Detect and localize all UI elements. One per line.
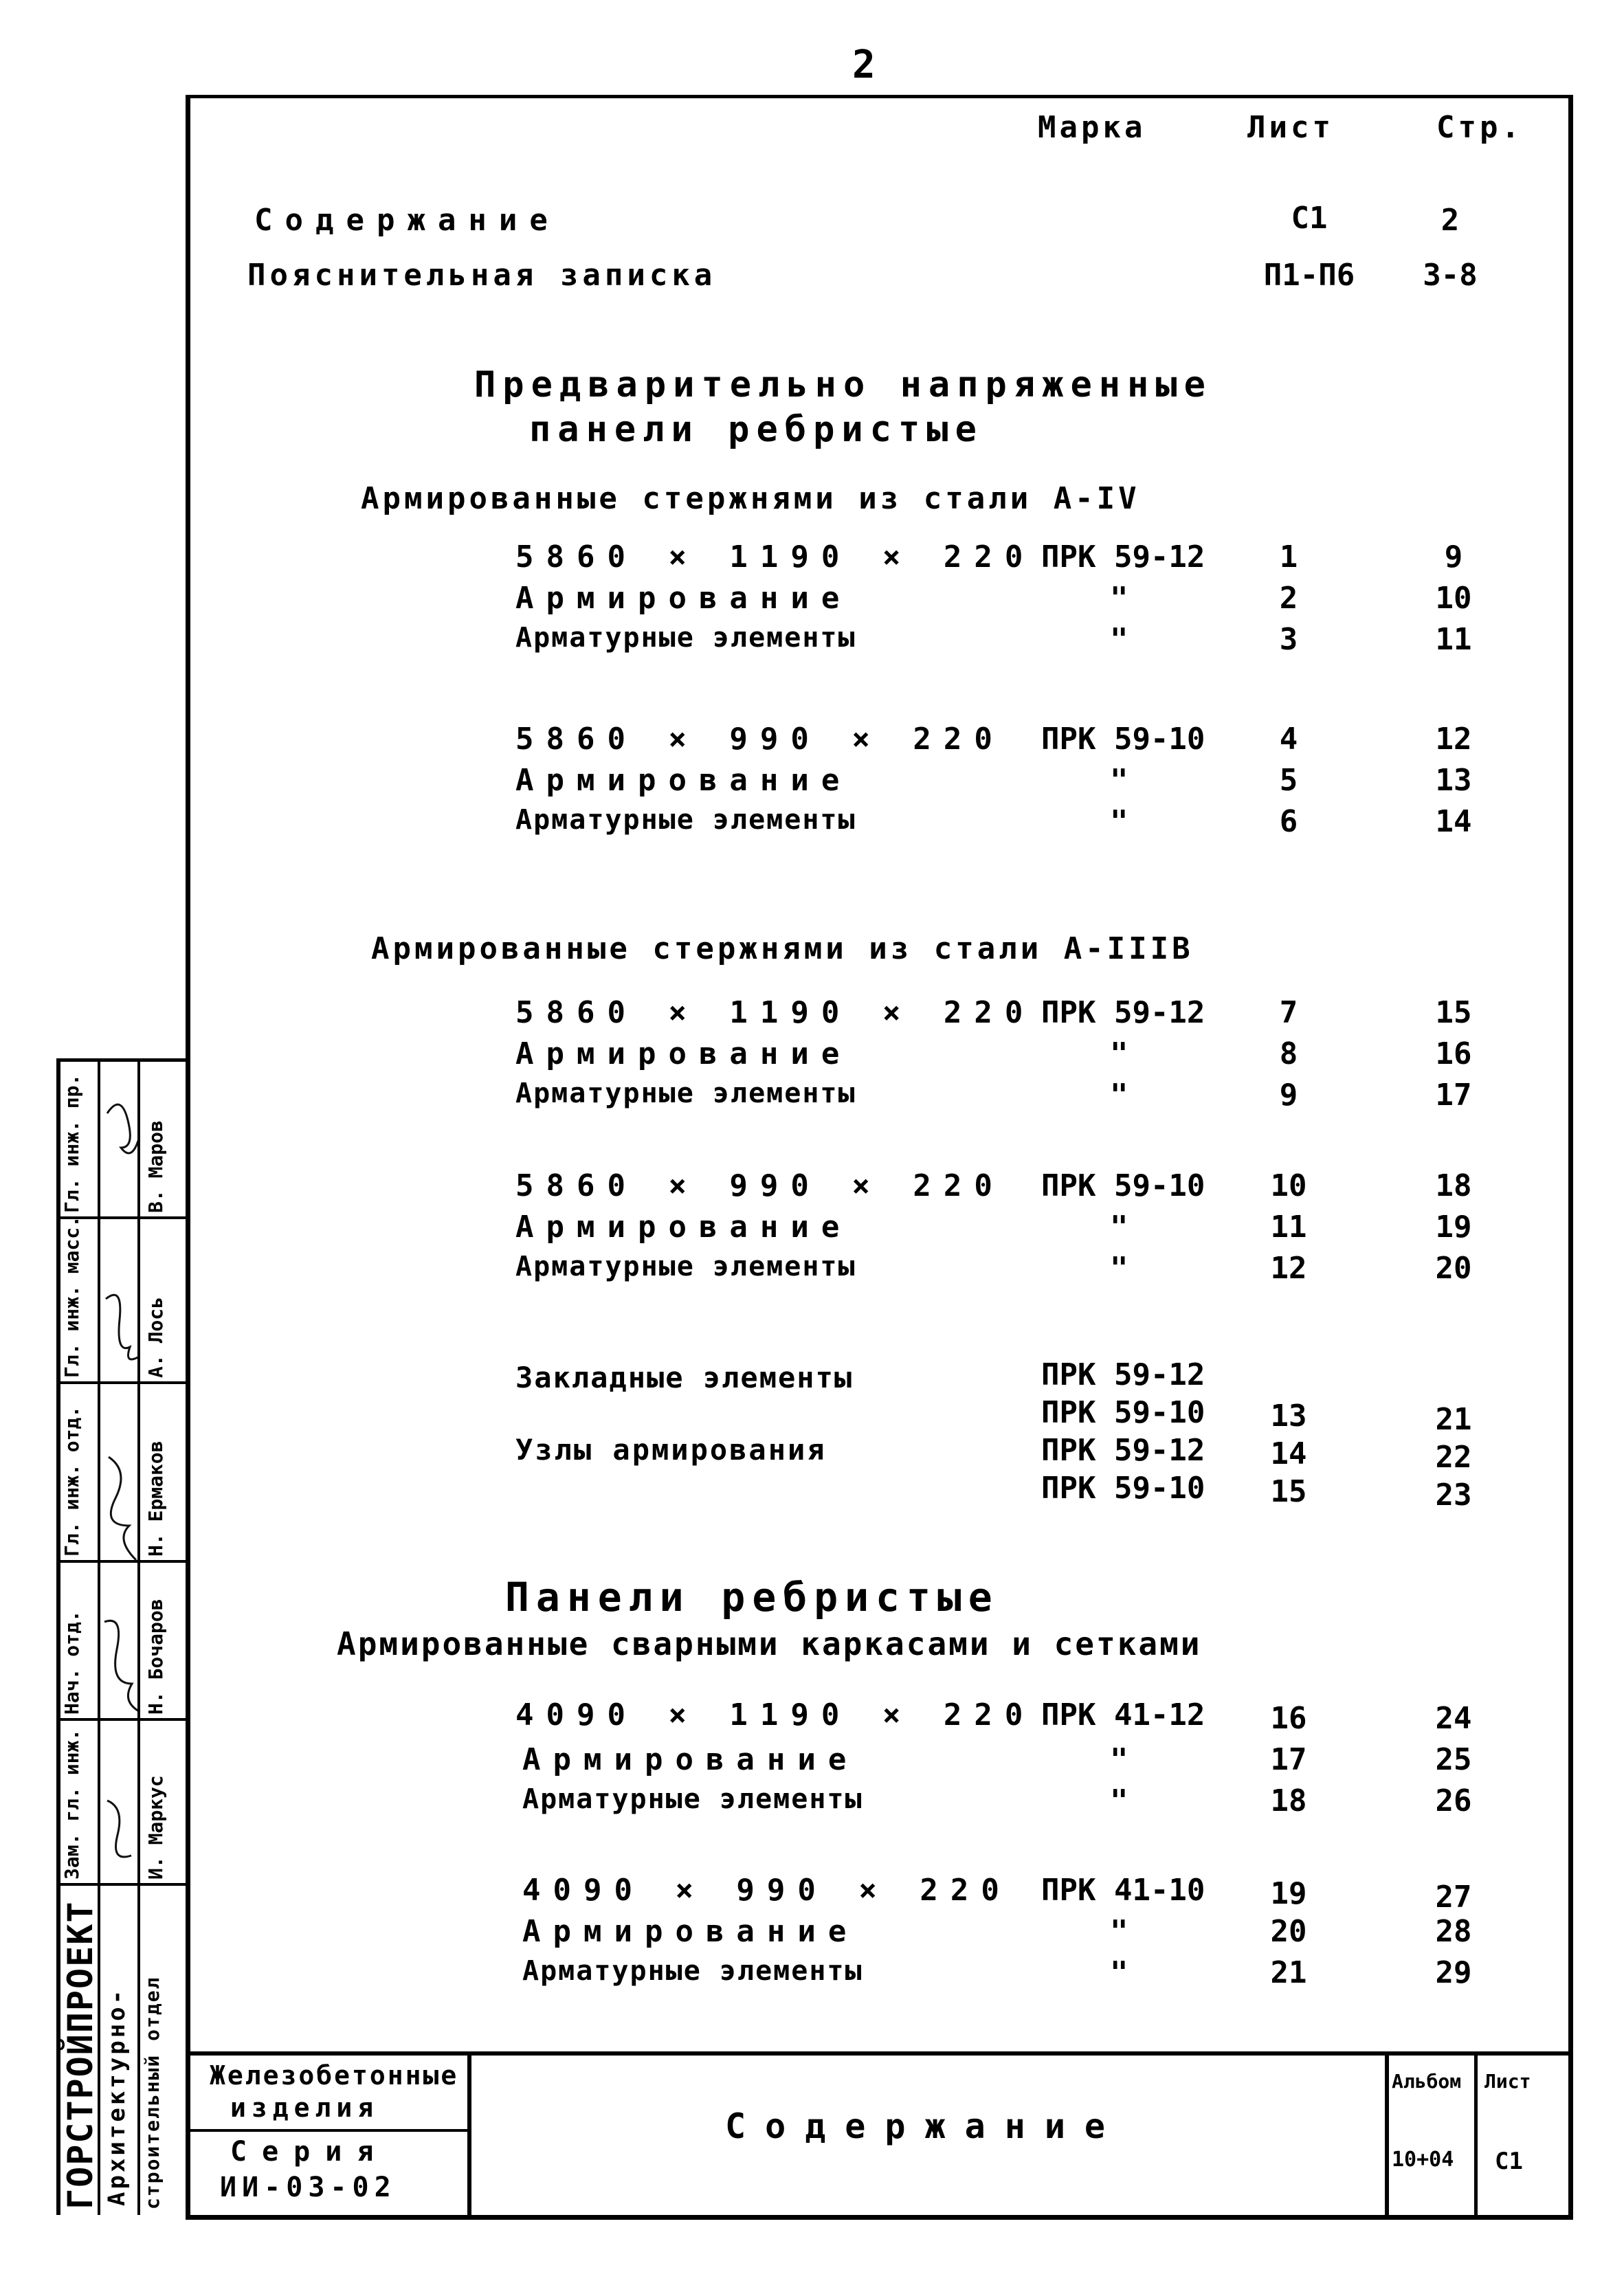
row-mark: " [1110, 1078, 1128, 1113]
row-sheet: 5 [1279, 763, 1298, 798]
intro-contents-title: Содержание [254, 203, 560, 238]
row-page: 9 [1444, 539, 1463, 575]
side-stamp-name: Н. Бочаров [144, 1599, 167, 1715]
stamp-sheet-value: С1 [1495, 2148, 1523, 2175]
row-title: Армирование [515, 1036, 852, 1071]
row-title: Арматурные элементы [515, 1078, 856, 1109]
part1-title-line1: Предварительно напряженные [474, 364, 1212, 405]
side-stamp-name: В. Маров [144, 1120, 167, 1213]
row-mark: " [1110, 1036, 1128, 1071]
row-mark: " [1110, 804, 1128, 839]
nodes-page: 22 [1435, 1440, 1472, 1475]
row-title: Армирование [522, 1914, 859, 1949]
stamp-product-line1: Железобетонные [210, 2060, 459, 2091]
row-sheet: 7 [1279, 995, 1298, 1030]
row-sheet: 8 [1279, 1036, 1298, 1071]
embedded-page: 21 [1435, 1402, 1472, 1437]
row-mark: ПРК 41-10 [1041, 1873, 1205, 1908]
side-stamp-dept-line2: строительный отдел [141, 1976, 164, 2209]
row-mark: ПРК 59-12 [1041, 995, 1205, 1030]
nodes-sheet: 14 [1270, 1436, 1307, 1471]
title-block-top-border [186, 2051, 1568, 2056]
row-mark: " [1110, 1742, 1128, 1777]
row-page: 15 [1435, 995, 1472, 1030]
side-stamp-name: Н. Ермаков [144, 1440, 167, 1557]
row-title: 5860 × 990 × 220 [515, 722, 1005, 757]
intro-note-sheet: П1-П6 [1263, 258, 1355, 293]
side-stamp-column-divider-2 [137, 1058, 140, 2215]
intro-contents-sheet: С1 [1291, 201, 1328, 236]
row-page: 12 [1435, 722, 1472, 757]
side-stamp-org: ГОРСТРОЙПРОЕКТ [60, 1900, 100, 2209]
row-page: 29 [1435, 1955, 1472, 1990]
row-sheet: 12 [1270, 1251, 1307, 1286]
row-mark: " [1110, 1955, 1128, 1990]
row-mark: " [1110, 622, 1128, 657]
row-sheet: 3 [1279, 622, 1298, 657]
row-title: Арматурные элементы [522, 1783, 863, 1815]
title-block-divider-right [1385, 2051, 1389, 2215]
row-page: 10 [1435, 581, 1472, 616]
title-block-divider-left [467, 2051, 471, 2215]
side-stamp-role: Гл. инж. масс. [60, 1215, 83, 1378]
row-sheet: 18 [1270, 1783, 1307, 1818]
stamp-album-label: Альбом [1392, 2070, 1462, 2093]
row-sheet: 11 [1270, 1210, 1307, 1245]
row-sheet: 20 [1270, 1914, 1307, 1949]
side-stamp-dept-line1: Архитектурно- [103, 1987, 131, 2206]
row-sheet: 17 [1270, 1742, 1307, 1777]
row-sheet: 10 [1270, 1168, 1307, 1203]
row-page: 16 [1435, 1036, 1472, 1071]
nodes-sheet: 15 [1270, 1474, 1307, 1509]
nodes-mark: ПРК 59-12 [1041, 1433, 1205, 1468]
embedded-mark-2: ПРК 59-10 [1041, 1395, 1205, 1430]
side-stamp-top-border [56, 1058, 188, 1062]
row-mark: ПРК 59-12 [1041, 539, 1205, 575]
stamp-series-label: Серия [230, 2136, 389, 2168]
row-mark: " [1110, 1783, 1128, 1818]
nodes-mark: ПРК 59-10 [1041, 1471, 1205, 1506]
row-sheet: 16 [1270, 1701, 1307, 1736]
side-stamp-role: Нач. отд. [60, 1610, 83, 1715]
row-title: 4090 × 990 × 220 [522, 1873, 1012, 1908]
row-sheet: 19 [1270, 1876, 1307, 1911]
embedded-sheet: 13 [1270, 1399, 1307, 1434]
row-sheet: 6 [1279, 804, 1298, 839]
side-stamp-role: Гл. инж. пр. [60, 1073, 83, 1213]
row-title: Арматурные элементы [515, 1251, 856, 1282]
title-block-row-divider [186, 2129, 467, 2132]
stamp-product-line2: изделия [230, 2093, 379, 2123]
column-header-page: Стр. [1436, 110, 1523, 145]
row-title: Арматурные элементы [515, 804, 856, 836]
nodes-title: Узлы армирования [515, 1433, 827, 1467]
row-page: 17 [1435, 1078, 1472, 1113]
row-title: 5860 × 1190 × 220 [515, 539, 1036, 575]
row-title: Арматурные элементы [522, 1955, 863, 1987]
side-stamp-role: Гл. инж. отд. [60, 1405, 83, 1557]
page-number: 2 [852, 43, 876, 87]
embedded-mark-1: ПРК 59-12 [1041, 1357, 1205, 1392]
row-title: 5860 × 1190 × 220 [515, 995, 1036, 1030]
row-mark: " [1110, 581, 1128, 616]
group-a3b-title: Армированные стержнями из стали А-IIIВ [371, 931, 1194, 966]
row-mark: ПРК 59-10 [1041, 1168, 1205, 1203]
group-a4-title: Армированные стержнями из стали А-IV [361, 481, 1140, 516]
row-mark: " [1110, 763, 1128, 798]
intro-note-title: Пояснительная записка [247, 258, 717, 293]
row-title: Армирование [515, 581, 852, 616]
side-stamp-row-divider [56, 1883, 188, 1886]
row-sheet: 21 [1270, 1955, 1307, 1990]
row-mark: ПРК 41-12 [1041, 1697, 1205, 1733]
row-sheet: 4 [1279, 722, 1298, 757]
row-mark: ПРК 59-10 [1041, 722, 1205, 757]
row-sheet: 1 [1279, 539, 1298, 575]
intro-contents-page: 2 [1441, 203, 1460, 238]
row-page: 13 [1435, 763, 1472, 798]
part2-title-line2: Армированные сварными каркасами и сетками [337, 1625, 1202, 1662]
row-sheet: 9 [1279, 1078, 1298, 1113]
stamp-album-value: 10+04 [1392, 2148, 1454, 2172]
row-page: 24 [1435, 1701, 1472, 1736]
row-page: 14 [1435, 804, 1472, 839]
row-page: 18 [1435, 1168, 1472, 1203]
row-mark: " [1110, 1914, 1128, 1949]
row-sheet: 2 [1279, 581, 1298, 616]
side-stamp-name: А. Лось [144, 1296, 167, 1378]
column-header-sheet: Лист [1247, 110, 1334, 145]
row-title: 4090 × 1190 × 220 [515, 1697, 1036, 1733]
intro-note-page: 3-8 [1423, 258, 1478, 293]
row-mark: " [1110, 1210, 1128, 1245]
row-title: 5860 × 990 × 220 [515, 1168, 1005, 1203]
side-stamp-name: И. Маркус [144, 1775, 167, 1880]
row-title: Армирование [522, 1742, 859, 1777]
signature-strokes [100, 1072, 137, 1883]
row-page: 26 [1435, 1783, 1472, 1818]
row-title: Арматурные элементы [515, 622, 856, 654]
part1-title-line2: панели ребристые [529, 409, 983, 450]
row-mark: " [1110, 1251, 1128, 1286]
row-page: 27 [1435, 1880, 1472, 1915]
row-page: 20 [1435, 1251, 1472, 1286]
row-page: 19 [1435, 1210, 1472, 1245]
stamp-series-value: ИИ-03-02 [220, 2172, 397, 2203]
nodes-page: 23 [1435, 1478, 1472, 1513]
embedded-title: Закладные элементы [515, 1361, 854, 1394]
part2-title-line1: Панели ребристые [505, 1574, 999, 1621]
column-header-mark: Марка [1038, 110, 1146, 145]
row-page: 28 [1435, 1914, 1472, 1949]
row-title: Армирование [515, 763, 852, 798]
row-title: Армирование [515, 1210, 852, 1245]
row-page: 25 [1435, 1742, 1472, 1777]
stamp-center-title: Содержание [725, 2106, 1125, 2146]
row-page: 11 [1435, 622, 1472, 657]
title-block-divider-sheet [1474, 2051, 1478, 2215]
stamp-sheet-label: Лист [1484, 2070, 1531, 2093]
side-stamp-role: Зам. гл. инж. [60, 1728, 83, 1880]
